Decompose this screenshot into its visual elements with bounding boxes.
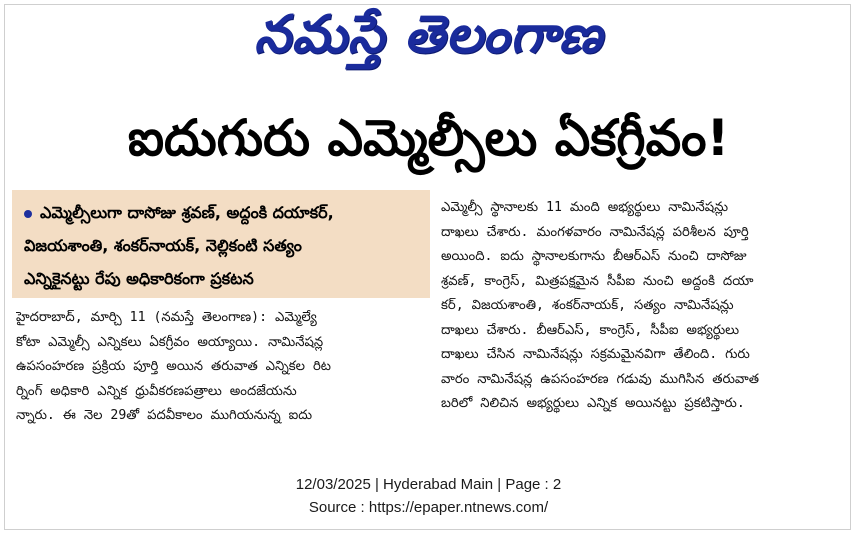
article-line: శ్రవణ్, కాంగ్రెస్, మిత్రపక్షమైన సీపీఐ నుంచి అద్దంకి దయా [441,273,754,289]
headline-text: ఐదుగురు ఎమ్మెల్సీలు ఏకగ్రీవం! [127,108,730,167]
article-line: అయింది. ఐదు స్థానాలకుగాను బీఆర్‌ఎస్ నుంచి దాసోజు [441,249,747,264]
article-line: బరిలో నిలిచిన అభ్యర్థులు ఎన్నిక అయినట్టు ప్రకటిస్తారు. [441,396,745,411]
highlight-box [12,190,430,298]
article-headline [0,106,857,182]
newspaper-masthead [0,6,857,76]
highlight-text: ఎన్నికైనట్టు రేపు అధికారికంగా ప్రకటన [24,269,254,288]
article-column-right [441,196,847,417]
article-line: వారం నామినేషన్ల ఉపసంహరణ గడువు ముగిసిన తరువాత [441,371,759,387]
masthead-logo: నమస్తే తెలంగాణ [254,4,603,65]
article-line: కోటా ఎమ్మెల్సీ ఎన్నికలు ఏకగ్రీవం అయ్యాయి. నామినేషన్ల [16,334,324,350]
highlight-text: విజయశాంతి, శంకర్‌నాయక్, నెల్లికంటి సత్యం [24,236,302,255]
highlight-line [24,229,422,262]
article-column-left [16,306,434,429]
article-line: న్నారు. ఈ నెల 29తో పదవీకాలం ముగియనున్న ఐదు [16,408,313,423]
article-line: దాఖలు చేసిన నామినేషన్లు సక్రమమైనవిగా తేలింది. గురు [441,347,750,362]
article-line: ర్నింగ్ అధికారి ఎన్నిక ధ్రువీకరణపత్రాలు అందజేయను [16,383,297,399]
highlight-text: ఎమ్మెల్సీలుగా దాసోజు శ్రవణ్, అద్దంకి దయాకర్, [40,203,334,222]
article-line: కర్, విజయశాంతి, శంకర్‌నాయక్, సత్యం నామినేషన్లు [441,298,734,313]
source-link[interactable]: Source : https://epaper.ntnews.com/ [308,499,549,516]
edition-info: 12/03/2025 | Hyderabad Main | Page : 2 [295,476,562,493]
article-line: ఎమ్మెల్సీ స్థానాలకు 11 మంది అభ్యర్థులు నామినేషన్లు [441,200,729,215]
article-line: దాఖలు చేశారు. మంగళవారం నామినేషన్ల పరిశీలన పూర్తి [441,224,749,240]
bullet-icon [24,210,32,218]
article-line: ఉపసంహరణ ప్రక్రియ పూర్తి అయిన తరువాత ఎన్నికల రిట [16,359,331,374]
article-line: హైదరాబాద్, మార్చి 11 (నమస్తే తెలంగాణ): ఎమ్మెల్యే [16,310,317,325]
highlight-line [24,262,422,295]
highlight-line [24,196,422,229]
article-line: దాఖలు చేశారు. బీఆర్‌ఎస్, కాంగ్రెస్, సీపీఐ అభ్యర్థులు [441,322,740,338]
